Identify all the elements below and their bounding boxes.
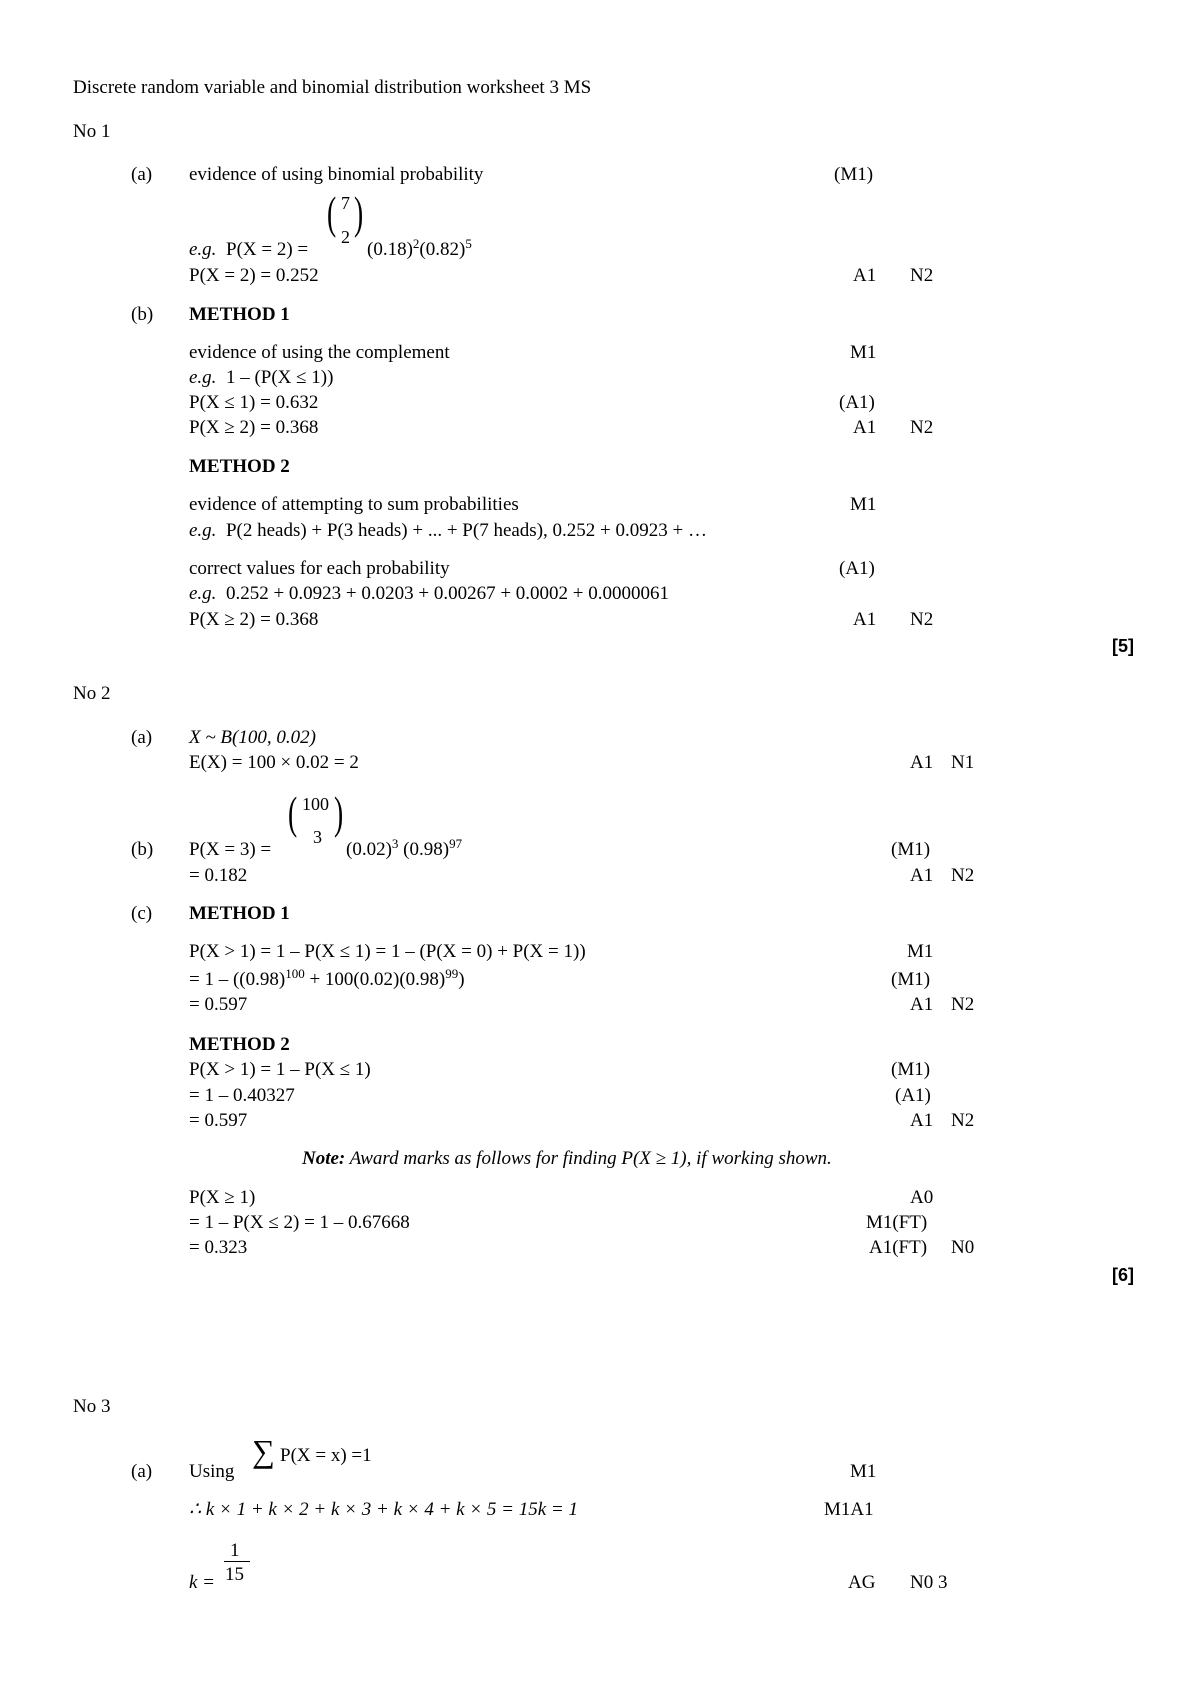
q2c-m2-mark3: A1	[910, 1110, 934, 1131]
q2a-mark2: A1	[910, 752, 934, 773]
q1b-m1-line3: P(X ≥ 2) = 0.368	[189, 417, 319, 438]
q2c-m2-line1: P(X > 1) = 1 – P(X ≤ 1)	[189, 1059, 371, 1080]
q2c-note: Note: Award marks as follows for finding P(X ≥ 1), if working shown.	[302, 1148, 832, 1169]
q3a-frac-bar	[224, 1561, 250, 1562]
q3a-mark1: M1	[850, 1461, 877, 1482]
q2b-mark1: (M1)	[891, 839, 931, 860]
q2c-m2-line3: = 0.597	[189, 1110, 248, 1131]
q2b-binom-bottom: 3	[313, 827, 322, 847]
q1a-eg-prefix: e.g.	[189, 239, 217, 260]
q2c-m1-line3: = 0.597	[189, 994, 248, 1015]
q1b-m1-line1: evidence of using the complement	[189, 342, 450, 363]
q1a-eg-rhs: $(0.18)^2(0.82)^5$	[367, 236, 472, 260]
q1a-binom-bottom: 2	[341, 227, 350, 247]
q2c-method1-heading: METHOD 1	[189, 903, 290, 924]
q2c-note-n3: N0	[951, 1237, 975, 1258]
q2c-method2-heading: METHOD 2	[189, 1034, 290, 1055]
q1b-method1-heading: METHOD 1	[189, 304, 290, 325]
q2a-line1: X ~ B(100, 0.02)	[189, 727, 316, 748]
q1a-eg-lhs: P(X = 2) =	[226, 239, 309, 260]
q1a-mark1: (M1)	[834, 164, 874, 185]
q3a-mark2: M1A1	[824, 1499, 874, 1520]
question-3-label: No 3	[73, 1396, 111, 1417]
q2c-m2-line2: = 1 – 0.40327	[189, 1085, 295, 1106]
q1a-result-n: N2	[910, 265, 934, 286]
q2c-m2-mark2: (A1)	[895, 1085, 931, 1106]
q1b-m2-eg2: e.g. 0.252 + 0.0923 + 0.0203 + 0.00267 + 0.0002 + 0.0000061	[189, 583, 670, 604]
q1b-m2-line2: correct values for each probability	[189, 558, 450, 579]
q3a-frac-den: 15	[225, 1564, 244, 1585]
q2b-rhs: $(0.02)^3$ $(0.98)^{97}$	[346, 836, 463, 860]
q1b-m2-eg: e.g. P(2 heads) + P(3 heads) + ... + P(7 heads), 0.252 + 0.0923 + …	[189, 520, 707, 541]
q3a-mark3: AG	[848, 1572, 876, 1593]
q1b-m1-eg: e.g. 1 – (P(X ≤ 1))	[189, 367, 334, 388]
question-2-label: No 2	[73, 683, 111, 704]
page-title: Discrete random variable and binomial distribution worksheet 3 MS	[73, 77, 592, 98]
q1a-binom-right-paren: )	[354, 187, 364, 238]
q1b-m2-line3: P(X ≥ 2) = 0.368	[189, 609, 319, 630]
q2c-note-line3: = 0.323	[189, 1237, 248, 1258]
q1a-line1: evidence of using binomial probability	[189, 164, 484, 185]
q1b-m2-line1: evidence of attempting to sum probabilities	[189, 494, 519, 515]
q1b-m1-mark3: A1	[853, 417, 877, 438]
q2b-binom-top: 100	[302, 794, 329, 814]
q2c-m1-mark1: M1	[907, 941, 934, 962]
q2-part-c-label: (c)	[131, 903, 153, 924]
q1b-m2-mark3: A1	[853, 609, 877, 630]
q2b-lhs: P(X = 3) =	[189, 839, 272, 860]
q3a-line2: ∴ k × 1 + k × 2 + k × 3 + k × 4 + k × 5 = 15k = 1	[189, 1499, 578, 1520]
q1b-m2-mark1: M1	[850, 494, 877, 515]
q2c-note-line2: = 1 – P(X ≤ 2) = 1 – 0.67668	[189, 1212, 410, 1233]
q3a-using: Using	[189, 1461, 235, 1482]
q2c-m1-mark2: (M1)	[891, 969, 931, 990]
q2b-n2: N2	[951, 865, 975, 886]
q2c-note-mark2: M1(FT)	[866, 1212, 928, 1233]
q1b-m1-mark2: (A1)	[839, 392, 875, 413]
q2c-note-mark3: A1(FT)	[869, 1237, 928, 1258]
q1a-binom-left-paren: (	[327, 187, 337, 238]
q2c-m1-line2: = $1 - ((0.98)^{100} + 100(0.02)(0.98)^{99})$	[189, 966, 465, 990]
q3a-frac-num: 1	[230, 1540, 240, 1561]
q1-total-marks: [5]	[1112, 636, 1134, 656]
q3-part-a-label: (a)	[131, 1461, 153, 1482]
q1b-m1-mark1: M1	[850, 342, 877, 363]
q2c-m2-n3: N2	[951, 1110, 975, 1131]
q1a-result-mark: A1	[853, 265, 877, 286]
q1b-m2-mark2: (A1)	[839, 558, 875, 579]
q2c-note-mark1: A0	[910, 1187, 934, 1208]
q1b-method2-heading: METHOD 2	[189, 456, 290, 477]
q2b-binom-left-paren: (	[288, 787, 298, 838]
q1-part-a-label: (a)	[131, 164, 153, 185]
q2-total-marks: [6]	[1112, 1265, 1134, 1285]
q2-part-b-label: (b)	[131, 839, 154, 860]
q2a-line2: E(X) = 100 × 0.02 = 2	[189, 752, 359, 773]
q3a-sigma-icon: ∑	[252, 1433, 275, 1469]
q2c-m1-mark3: A1	[910, 994, 934, 1015]
q1a-binom-top: 7	[341, 193, 350, 213]
q2c-m2-mark1: (M1)	[891, 1059, 931, 1080]
q2b-mark2: A1	[910, 865, 934, 886]
q1-part-b-label: (b)	[131, 304, 154, 325]
q2c-note-line1: P(X ≥ 1)	[189, 1187, 256, 1208]
question-1-label: No 1	[73, 121, 111, 142]
q2b-binom-right-paren: )	[334, 787, 344, 838]
q1b-m2-n3: N2	[910, 609, 934, 630]
q2c-m1-n3: N2	[951, 994, 975, 1015]
q3a-k-lhs: k =	[189, 1572, 216, 1593]
q1b-m1-line2: P(X ≤ 1) = 0.632	[189, 392, 319, 413]
q3a-sum-expr: P(X = x) =1	[280, 1445, 372, 1466]
q1b-m1-n3: N2	[910, 417, 934, 438]
q2a-n2: N1	[951, 752, 975, 773]
q2b-line2: = 0.182	[189, 865, 248, 886]
q2-part-a-label: (a)	[131, 727, 153, 748]
q2c-m1-line1: P(X > 1) = 1 – P(X ≤ 1) = 1 – (P(X = 0) + P(X = 1))	[189, 941, 586, 962]
q1a-result: P(X = 2) = 0.252	[189, 265, 319, 286]
q3a-n3: N0 3	[910, 1572, 948, 1593]
